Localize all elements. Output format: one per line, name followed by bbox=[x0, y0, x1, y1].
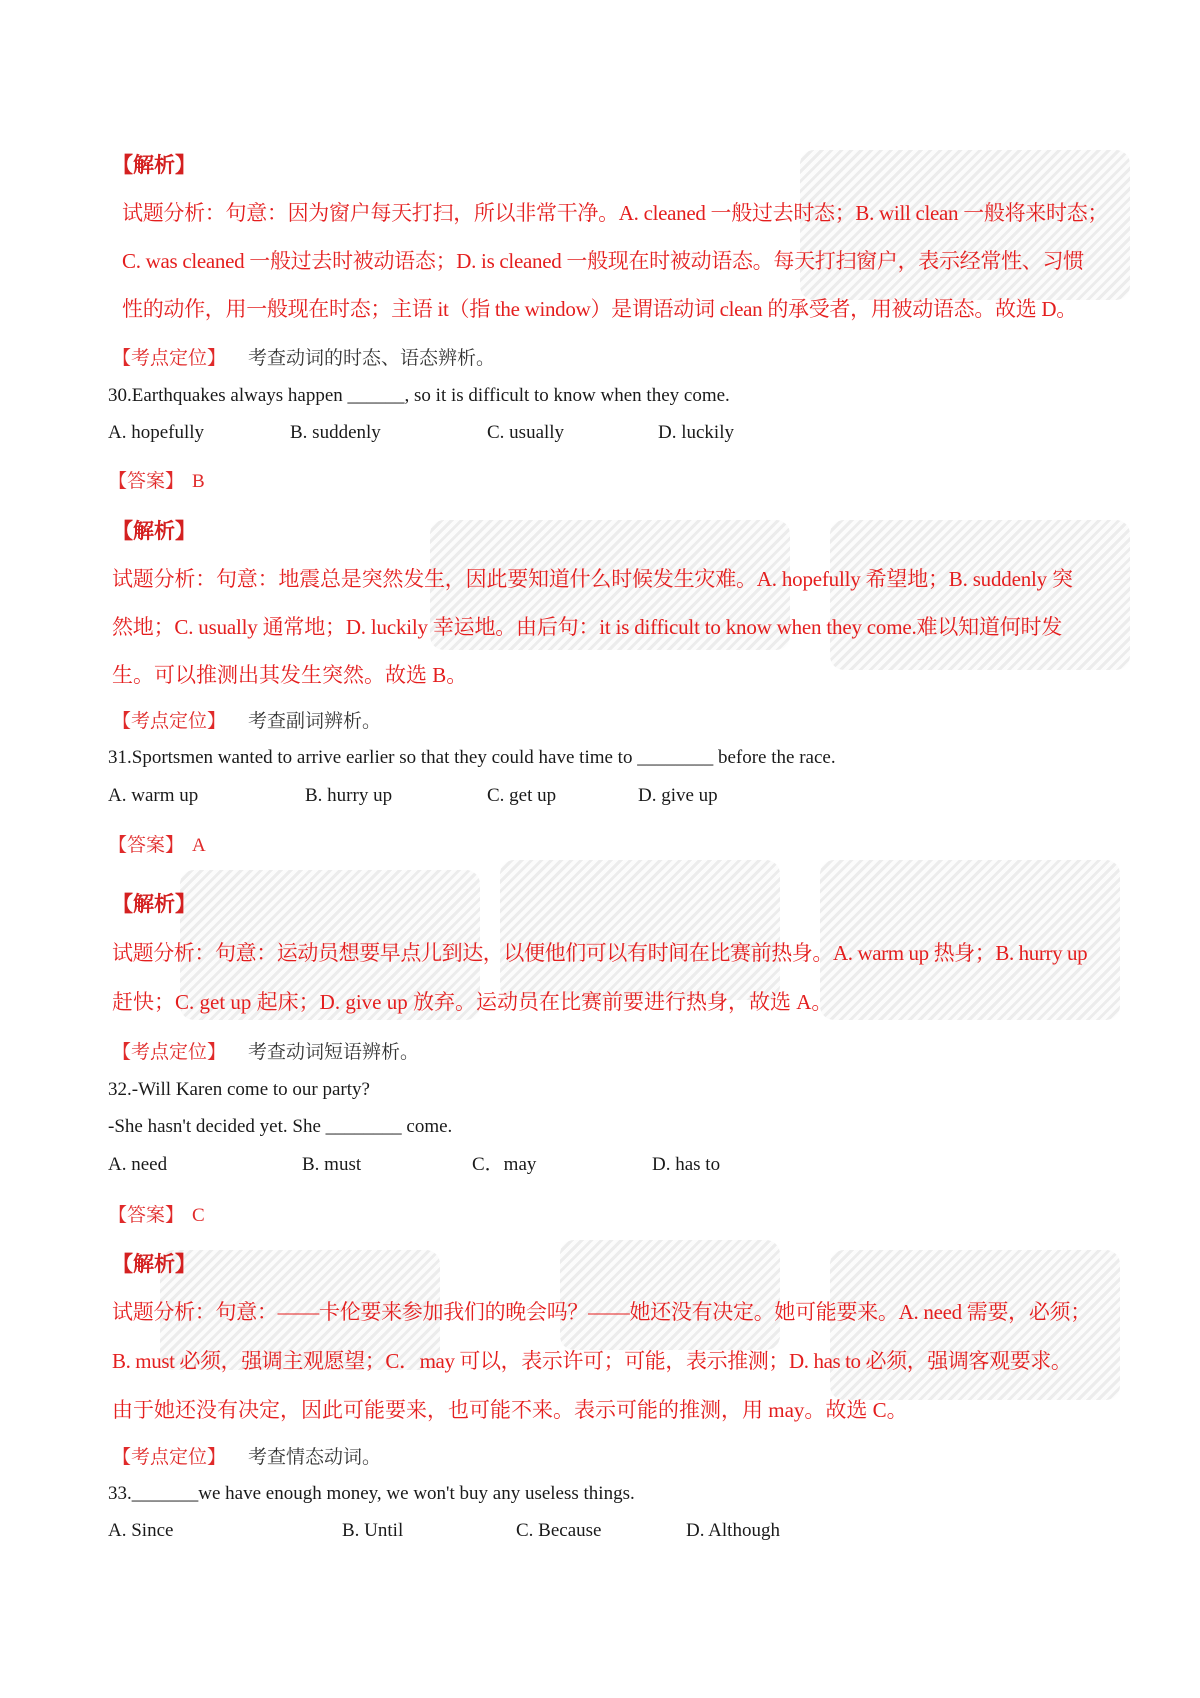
analysis-line: 然地；C. usually 通常地；D. luckily 幸运地。由后句：it is difficult to know when they come.难以知道何时发 bbox=[112, 615, 1063, 639]
point-text: 考查副词辨析。 bbox=[248, 711, 382, 732]
analysis-header: 【解析】 bbox=[112, 519, 196, 543]
watermark bbox=[830, 1250, 1120, 1400]
analysis-line: B. must 必须，强调主观愿望；C．may 可以，表示许可；可能，表示推测；D. has to 必须，强调客观要求。 bbox=[112, 1349, 1072, 1373]
answer-label: 【答案】 bbox=[108, 835, 185, 856]
analysis-header: 【解析】 bbox=[112, 153, 196, 177]
watermark bbox=[500, 860, 780, 1000]
point-text: 考查动词的时态、语态辨析。 bbox=[248, 348, 496, 369]
option-c: C. Because bbox=[516, 1520, 602, 1541]
analysis-line: 试题分析：句意：地震总是突然发生，因此要知道什么时候发生灾难。A. hopefully 希望地；B. suddenly 突 bbox=[112, 567, 1073, 591]
point-label: 【考点定位】 bbox=[112, 1042, 227, 1063]
option-c: C．may bbox=[472, 1154, 537, 1175]
question-stem: 30.Earthquakes always happen ______, so it is difficult to know when they come. bbox=[108, 385, 730, 406]
option-d: D. give up bbox=[638, 785, 718, 806]
analysis-line: 性的动作，用一般现在时态；主语 it（指 the window）是谓语动词 clean 的承受者，用被动语态。故选 D。 bbox=[122, 297, 1077, 321]
watermark bbox=[800, 150, 1130, 300]
option-c: C. get up bbox=[487, 785, 557, 806]
analysis-line: 生。可以推测出其发生突然。故选 B。 bbox=[112, 663, 468, 687]
analysis-line: 试题分析：句意：运动员想要早点儿到达，以便他们可以有时间在比赛前热身。A. warm up 热身；B. hurry up bbox=[112, 941, 1088, 965]
analysis-line: 由于她还没有决定，因此可能要来，也可能不来。表示可能的推测，用 may。故选 C。 bbox=[112, 1398, 908, 1422]
question-stem: 32.-Will Karen come to our party? bbox=[108, 1079, 370, 1100]
watermark bbox=[830, 520, 1130, 670]
answer-value: C bbox=[192, 1205, 205, 1226]
point-label: 【考点定位】 bbox=[112, 711, 227, 732]
question-stem: 31.Sportsmen wanted to arrive earlier so that they could have time to ________ before the race. bbox=[108, 747, 836, 768]
question-stem: -She hasn't decided yet. She ________ come. bbox=[108, 1116, 453, 1137]
option-b: B. Until bbox=[342, 1520, 404, 1541]
option-a: A. need bbox=[108, 1154, 168, 1175]
option-a: A. Since bbox=[108, 1520, 174, 1541]
option-c: C. usually bbox=[487, 422, 565, 443]
answer-label: 【答案】 bbox=[108, 1205, 185, 1226]
analysis-line: 试题分析：句意：——卡伦要来参加我们的晚会吗？——她还没有决定。她可能要来。A. need 需要，必须； bbox=[112, 1300, 1091, 1324]
option-b: B. must bbox=[302, 1154, 362, 1175]
option-d: D. Although bbox=[686, 1520, 780, 1541]
option-a: A. warm up bbox=[108, 785, 199, 806]
point-text: 考查情态动词。 bbox=[248, 1447, 382, 1468]
point-label: 【考点定位】 bbox=[112, 1447, 227, 1468]
analysis-line: 试题分析：句意：因为窗户每天打扫，所以非常干净。A. cleaned 一般过去时态；B. will clean 一般将来时态； bbox=[122, 201, 1109, 225]
option-d: D. luckily bbox=[658, 422, 734, 443]
point-text: 考查动词短语辨析。 bbox=[248, 1042, 420, 1063]
watermark bbox=[560, 1240, 780, 1350]
analysis-line: 赶快；C. get up 起床；D. give up 放弃。运动员在比赛前要进行热身，故选 A。 bbox=[112, 990, 833, 1014]
answer-value: B bbox=[192, 471, 205, 492]
option-a: A. hopefully bbox=[108, 422, 205, 443]
answer-label: 【答案】 bbox=[108, 471, 185, 492]
watermark bbox=[820, 860, 1120, 1020]
analysis-header: 【解析】 bbox=[112, 1252, 196, 1276]
option-d: D. has to bbox=[652, 1154, 721, 1175]
option-b: B. hurry up bbox=[305, 785, 393, 806]
point-label: 【考点定位】 bbox=[112, 348, 227, 369]
option-b: B. suddenly bbox=[290, 422, 381, 443]
analysis-line: C. was cleaned 一般过去时被动语态；D. is cleaned 一般现在时被动语态。每天打扫窗户，表示经常性、习惯 bbox=[122, 249, 1084, 273]
question-stem: 33._______we have enough money, we won't buy any useless things. bbox=[108, 1483, 635, 1504]
analysis-header: 【解析】 bbox=[112, 892, 196, 916]
answer-value: A bbox=[192, 835, 206, 856]
